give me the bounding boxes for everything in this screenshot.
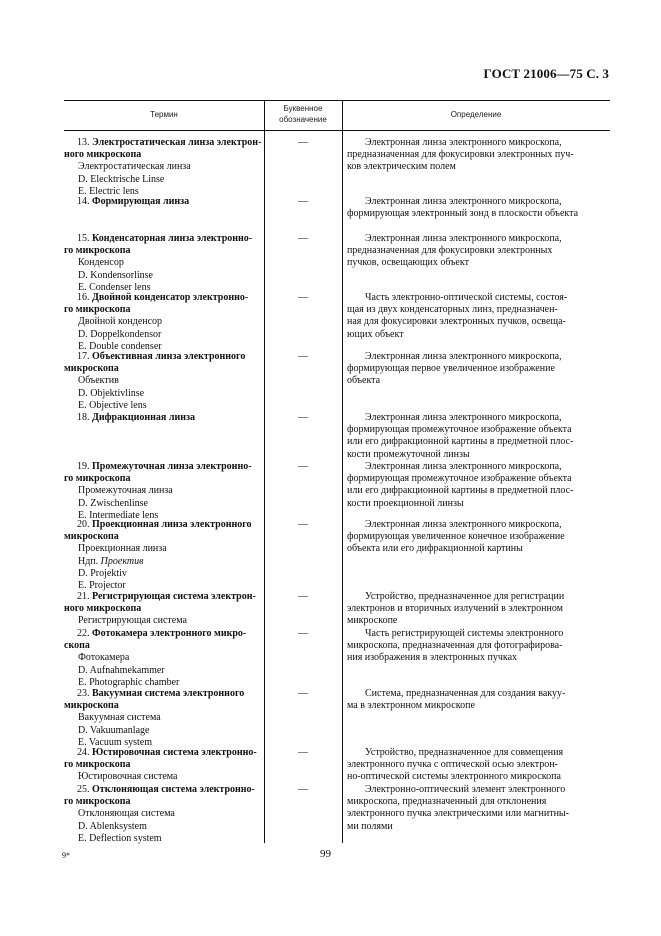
symbol-dash: —: [298, 351, 308, 362]
definition-line: Система, предназначенная для создания вакуу-: [365, 688, 566, 699]
definition-line: предназначенная для фокусировки электронных пуч-: [347, 149, 574, 161]
term-title: 25. Отклоняющая система электронно-: [77, 784, 255, 795]
term-synonym: Проекционная линза: [78, 543, 167, 555]
term-title: 20. Проекционная линза электронного: [77, 519, 252, 530]
definition-line: Электронная линза электронного микроскопа,: [365, 233, 562, 244]
term-synonym: D. Ablenksystem: [78, 820, 147, 832]
term-synonym: E. Objective lens: [78, 399, 147, 411]
term-definition: [347, 461, 599, 510]
column-header-symbol: [264, 103, 342, 125]
definition-line: ющих объект: [347, 328, 404, 340]
term-synonym: Фотокамера: [78, 652, 130, 664]
definition-line: электронов и вторичных излучений в электронном: [347, 603, 563, 615]
symbol-dash: —: [298, 461, 308, 472]
term-entry-22: [64, 628, 269, 689]
definition-line: Устройство, предназначенное для совмещения: [365, 747, 564, 758]
term-synonym: Двойной конденсор: [78, 316, 163, 328]
term-synonym: E. Vacuum system: [78, 736, 152, 748]
term-synonym: Промежуточная линза: [78, 485, 173, 497]
definition-line: или его дифракционной картины в предметной плос-: [347, 485, 574, 497]
symbol-dash: —: [298, 784, 308, 795]
definition-line: ми полями: [347, 820, 393, 832]
term-title-cont: ного микроскопа: [64, 603, 142, 615]
definition-line: ков электрическим полем: [347, 161, 456, 173]
definition-line: электронного пучка с оптической осью электрон-: [347, 759, 558, 771]
definition-line: формирующая электронный зонд в плоскости объекта: [347, 208, 579, 220]
column-header-definition: Определение: [450, 110, 502, 119]
term-entry-25: [64, 784, 269, 845]
definition-line: Электронно-оптический элемент электронного: [365, 784, 566, 795]
symbol-dash: —: [298, 292, 308, 303]
definition-line: микроскопа, предназначенная для фотографирова-: [347, 640, 563, 652]
term-title-cont: скопа: [64, 640, 90, 652]
term-synonym: Юстировочная система: [78, 771, 178, 783]
term-synonym: D. Vakuumanlage: [78, 724, 150, 736]
term-synonym: Электростатическая линза: [78, 161, 191, 173]
term-synonym: E. Photographic chamber: [78, 676, 180, 688]
definition-line: щая из двух конденсаторных линз, предназначен-: [347, 304, 558, 316]
term-title: 24. Юстировочная система электронно-: [77, 747, 257, 758]
definition-line: Электронная линза электронного микроскопа,: [365, 196, 562, 207]
term-title: 13. Электростатическая линза электрон-: [77, 137, 262, 148]
term-synonym: E. Double condenser: [78, 340, 162, 352]
term-synonym: Объектив: [78, 375, 119, 387]
definition-line: Устройство, предназначенное для регистрации: [365, 591, 565, 602]
term-entry-14: [64, 196, 269, 208]
term-title-cont: микроскопа: [64, 700, 119, 712]
definition-line: Электронная линза электронного микроскопа,: [365, 412, 562, 423]
term-definition: [347, 628, 599, 665]
definition-line: ная для фокусировки электронных пучков, освеща-: [347, 316, 566, 328]
term-title-cont: го микроскопа: [64, 473, 131, 485]
term-synonym: D. Projektiv: [78, 567, 127, 579]
definition-line: микроскопа, предназначенный для отклонения: [347, 796, 547, 808]
definition-line: Электронная линза электронного микроскопа,: [365, 137, 562, 148]
term-definition: [347, 196, 599, 220]
term-title: 23. Вакуумная система электронного: [77, 688, 245, 699]
term-title-cont: го микроскопа: [64, 759, 131, 771]
symbol-dash: —: [298, 628, 308, 639]
column-header-term: Термин: [150, 110, 178, 119]
term-synonym: Отклоняющая система: [78, 808, 175, 820]
definition-line: формирующая промежуточное изображение объекта: [347, 424, 572, 436]
definition-line: но-оптической системы электронного микроскопа: [347, 771, 561, 783]
term-title: 16. Двойной конденсатор электронно-: [77, 292, 249, 303]
term-entry-19: [64, 461, 269, 522]
term-entry-20: [64, 519, 269, 592]
term-entry-15: [64, 233, 269, 294]
term-definition: [347, 351, 599, 388]
term-entry-23: [64, 688, 269, 749]
definition-line: Электронная линза электронного микроскопа,: [365, 351, 562, 362]
term-entry-17: [64, 351, 269, 412]
term-synonym: E. Electric lens: [78, 185, 139, 197]
symbol-dash: —: [298, 412, 308, 423]
definition-line: формирующая увеличенное конечное изображение: [347, 531, 565, 543]
definition-line: кости промежуточной линзы: [347, 448, 470, 460]
definition-line: пучков, освещающих объект: [347, 257, 469, 269]
term-synonym: Конденсор: [78, 257, 124, 269]
term-definition: [347, 412, 599, 461]
definition-line: формирующая первое увеличенное изображение: [347, 363, 555, 375]
term-title-cont: го микроскопа: [64, 304, 131, 316]
term-entry-13: [64, 137, 269, 198]
definition-line: или его дифракционной картины в предметной плос-: [347, 436, 574, 448]
term-entry-18: [64, 412, 269, 424]
term-synonym: D. Doppelkondensor: [78, 328, 162, 340]
page-number: 99: [320, 848, 331, 860]
term-synonym: D. Zwischenlinse: [78, 497, 148, 509]
term-definition: [347, 233, 599, 270]
term-definition: [347, 688, 599, 712]
term-title-cont: микроскопа: [64, 531, 119, 543]
term-definition: [347, 591, 599, 628]
term-synonym: E. Condenser lens: [78, 281, 151, 293]
term-entry-16: [64, 292, 269, 353]
definition-line: микроскопе: [347, 615, 398, 627]
term-title-cont: микроскопа: [64, 363, 119, 375]
term-definition: [347, 784, 599, 833]
term-synonym: Регистрирующая система: [78, 615, 187, 627]
term-entry-21: [64, 591, 269, 628]
term-definition: [347, 519, 599, 556]
term-synonym: D. Kondensorlinse: [78, 269, 153, 281]
term-title: 15. Конденсаторная линза электронно-: [77, 233, 253, 244]
footer-mark: 9*: [62, 851, 70, 860]
definition-line: Часть регистрирующей системы электронного: [365, 628, 564, 639]
definition-line: Часть электронно-оптической системы, состоя-: [365, 292, 568, 303]
term-synonym: Вакуумная система: [78, 712, 161, 724]
definition-line: объекта: [347, 375, 381, 387]
term-title: 14. Формирующая линза: [77, 196, 190, 207]
definition-line: ма в электронном микроскопе: [347, 700, 475, 712]
symbol-dash: —: [298, 747, 308, 758]
term-title: 19. Промежуточная линза электронно-: [77, 461, 252, 472]
symbol-dash: —: [298, 196, 308, 207]
term-entry-24: [64, 747, 269, 784]
term-title: 21. Регистрирующая система электрон-: [77, 591, 256, 602]
term-synonym: D. Elecktrische Linse: [78, 173, 165, 185]
definition-line: объекта или его дифракционной картины: [347, 543, 523, 555]
definition-line: кости проекционной линзы: [347, 497, 464, 509]
definition-line: предназначенная для фокусировки электронных: [347, 245, 553, 257]
term-title-cont: го микроскопа: [64, 796, 131, 808]
definition-line: Электронная линза электронного микроскопа,: [365, 461, 562, 472]
term-title: 22. Фотокамера электронного микро-: [77, 628, 247, 639]
term-title-cont: ного микроскопа: [64, 149, 142, 161]
term-title: 18. Дифракционная линза: [77, 412, 195, 423]
term-synonym: E. Deflection system: [78, 832, 162, 844]
definition-line: формирующая промежуточное изображение объекта: [347, 473, 572, 485]
term-synonym: D. Objektivlinse: [78, 387, 145, 399]
column-header-symbol-line2: обозначение: [279, 115, 327, 124]
term-synonym: D. Aufnahmekammer: [78, 664, 165, 676]
term-title: 17. Объективная линза электронного: [77, 351, 246, 362]
term-definition: [347, 747, 599, 784]
symbol-dash: —: [298, 688, 308, 699]
term-title-cont: го микроскопа: [64, 245, 131, 257]
term-deprecated: Ндп. Проектив: [78, 555, 144, 567]
column-header-symbol-line1: Буквенное: [283, 104, 323, 113]
term-definition: [347, 292, 599, 341]
definition-line: Электронная линза электронного микроскопа,: [365, 519, 562, 530]
symbol-dash: —: [298, 519, 308, 530]
symbol-dash: —: [298, 137, 308, 148]
symbol-dash: —: [298, 591, 308, 602]
page-header: ГОСТ 21006—75 С. 3: [483, 66, 609, 81]
term-synonym: E. Intermediate lens: [78, 509, 159, 521]
symbol-dash: —: [298, 233, 308, 244]
definition-line: ния изображения в электронных пучках: [347, 652, 518, 664]
term-synonym: E. Projector: [78, 580, 126, 592]
definition-line: электронного пучка электрическими или магнитны-: [347, 808, 569, 820]
term-definition: [347, 137, 599, 174]
